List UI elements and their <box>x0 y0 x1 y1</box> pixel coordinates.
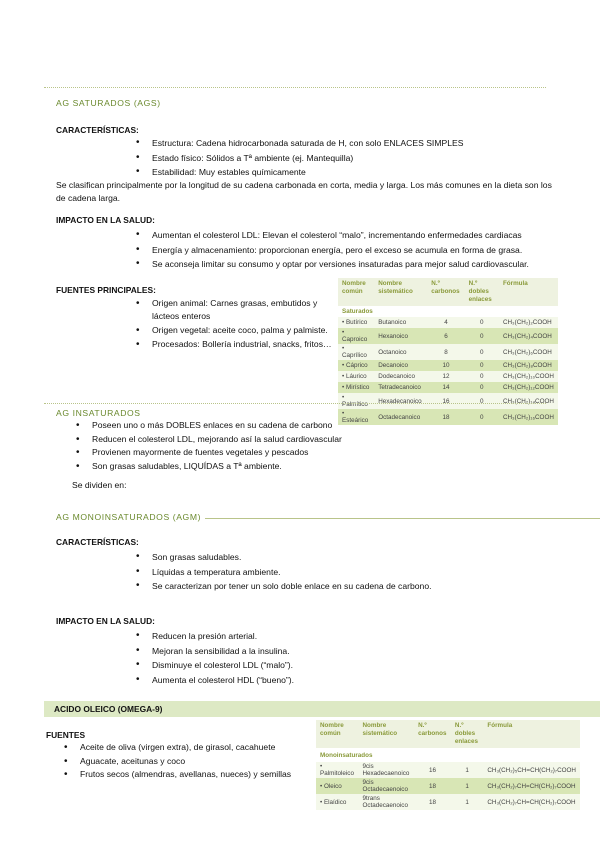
table-cell: CH₃(CH₂)₁₆COOH <box>499 409 558 425</box>
list-item: • Origen vegetal: aceite coco, palma y palmiste. <box>152 324 332 337</box>
table-header: N.º dobles enlaces <box>451 720 483 748</box>
table-row <box>338 344 558 360</box>
section-title-insaturados: AG INSATURADOS <box>56 408 141 418</box>
table-cell: 18 <box>427 409 464 425</box>
table-cell: 8 <box>427 344 464 360</box>
table-cell: • Caprílico <box>338 344 374 360</box>
table-cell: 4 <box>427 317 464 328</box>
oleic-acid-banner <box>44 701 600 717</box>
table-cell: Hexanoico <box>374 328 427 344</box>
table-group-label: Saturados <box>342 308 373 315</box>
table-header: Nombre común <box>338 278 374 306</box>
table-row <box>338 393 558 409</box>
table-cell: • Caproico <box>338 328 374 344</box>
characteristics-list <box>152 136 552 180</box>
table-header: N.º carbonos <box>414 720 451 748</box>
table-row <box>338 360 558 371</box>
oleic-acid-title: ACIDO OLEICO (OMEGA-9) <box>54 704 163 714</box>
table-cell: Octanoico <box>374 344 427 360</box>
table-cell: • Butírico <box>338 317 374 328</box>
sources-heading: FUENTES <box>46 730 86 740</box>
health-impact-list <box>152 228 572 272</box>
list-item: • Provienen mayormente de fuentes vegetales y pescados <box>92 446 512 460</box>
section-divider <box>44 403 546 404</box>
list-item: • Aumenta el colesterol HDL (“bueno”). <box>152 673 552 688</box>
list-item: • Reducen el colesterol LDL, mejorando así la salud cardiovascular <box>92 433 512 447</box>
table-cell: 9cis Hexadecaenoico <box>358 762 414 778</box>
list-item: • Frutos secos (almendras, avellanas, nueces) y semillas <box>80 768 310 782</box>
list-item: • Energía y almacenamiento: proporcionan energía, pero el exceso se acumula en forma de grasa. <box>152 243 572 258</box>
mono-characteristics-list <box>152 550 552 594</box>
table-group-label: Monoinsaturados <box>320 751 373 759</box>
table-cell: • Mirístico <box>338 382 374 393</box>
table-cell: • Elaídico <box>316 794 358 810</box>
monounsaturated-fatty-acids-table <box>316 720 580 810</box>
health-impact-heading: IMPACTO EN LA SALUD: <box>56 215 155 225</box>
table-cell: CH₃(CH₂)₆COOH <box>499 344 558 360</box>
list-item: • Estado físico: Sólidos a Tª ambiente (ej. Mantequilla) <box>152 151 552 166</box>
table-cell: 16 <box>414 762 451 778</box>
table-cell: 1 <box>451 794 483 810</box>
table-cell: Octadecanoico <box>374 409 427 425</box>
table-cell: 0 <box>465 360 499 371</box>
list-item: • Estabilidad: Muy estables químicamente <box>152 165 552 180</box>
table-header: N.º carbonos <box>427 278 464 306</box>
oleic-sources-list <box>80 741 310 782</box>
list-item: • Aceite de oliva (virgen extra), de girasol, cacahuete <box>80 741 310 755</box>
table-cell: 9trans Octadecaenoico <box>358 794 414 810</box>
list-item: • Son grasas saludables, LIQUÍDAS a Tª ambiente. <box>92 460 512 474</box>
top-divider <box>44 87 546 88</box>
table-cell: 18 <box>414 794 451 810</box>
table-cell: • Oleico <box>316 778 358 794</box>
list-item: • Son grasas saludables. <box>152 550 552 565</box>
table-cell: Butanoico <box>374 317 427 328</box>
table-cell: 0 <box>465 393 499 409</box>
list-item: • Procesados: Bollería industrial, snacks, fritos… <box>152 338 332 351</box>
table-cell: CH₃(CH₂)₂COOH <box>499 317 558 328</box>
table-cell: CH₃(CH₂)₈COOH <box>499 360 558 371</box>
main-sources-heading: FUENTES PRINCIPALES: <box>56 285 156 295</box>
table-row <box>338 317 558 328</box>
list-item: • Líquidas a temperatura ambiente. <box>152 565 552 580</box>
table-cell: 18 <box>414 778 451 794</box>
table-row <box>316 778 580 794</box>
table-cell: Decanoico <box>374 360 427 371</box>
table-cell: Hexadecanoico <box>374 393 427 409</box>
table-cell: • Láurico <box>338 371 374 382</box>
table-row <box>316 762 580 778</box>
characteristics-heading: CARACTERÍSTICAS: <box>56 125 139 135</box>
table-cell: 0 <box>465 382 499 393</box>
list-item: • Disminuye el colesterol LDL (“malo”). <box>152 658 552 673</box>
section-title-monoinsaturados: AG MONOINSATURADOS (AGM) <box>56 512 205 522</box>
table-cell: • Esteárico <box>338 409 374 425</box>
unsaturated-list <box>92 419 512 473</box>
table-cell: 1 <box>451 762 483 778</box>
table-cell: 0 <box>465 328 499 344</box>
table-row <box>316 794 580 810</box>
table-header: Nombre común <box>316 720 358 748</box>
table-header: N.º dobles enlaces <box>465 278 499 306</box>
table-cell: 0 <box>465 371 499 382</box>
table-cell: 14 <box>427 382 464 393</box>
characteristics-heading: CARACTERÍSTICAS: <box>56 537 139 547</box>
table-header: Fórmula <box>499 278 558 306</box>
table-row <box>338 371 558 382</box>
table-header: Nombre sistemático <box>358 720 414 748</box>
table-cell: 12 <box>427 371 464 382</box>
table-row <box>338 382 558 393</box>
table-cell: Tetradecanoico <box>374 382 427 393</box>
mono-health-impact-list <box>152 629 552 687</box>
table-cell: 0 <box>465 409 499 425</box>
table-row <box>338 328 558 344</box>
table-cell: CH₃(CH₂)₁₀COOH <box>499 371 558 382</box>
list-item: • Origen animal: Carnes grasas, embutidos y lácteos enteros <box>152 297 332 323</box>
table-header: Nombre sistemático <box>374 278 427 306</box>
table-cell: CH₃(CH₂)₅CH=CH(CH₂)₇COOH <box>483 762 580 778</box>
table-header: Fórmula <box>483 720 580 748</box>
list-item: • Se caracterizan por tener un solo doble enlace en su cadena de carbono. <box>152 579 552 594</box>
list-item: • Mejoran la sensibilidad a la insulina. <box>152 644 552 659</box>
table-cell: 0 <box>465 344 499 360</box>
table-cell: 1 <box>451 778 483 794</box>
list-item: • Se aconseja limitar su consumo y optar por versiones insaturadas para mejor salud cardiovascular. <box>152 257 572 272</box>
table-cell: 6 <box>427 328 464 344</box>
table-cell: CH₃(CH₂)₇CH=CH(CH₂)₇COOH <box>483 778 580 794</box>
table-cell: • Cáprico <box>338 360 374 371</box>
table-cell: Dodecanoico <box>374 371 427 382</box>
list-item: • Aumentan el colesterol LDL: Elevan el colesterol “malo”, incrementando enfermedades cardiacas <box>152 228 572 243</box>
table-cell: • Palmitoleico <box>316 762 358 778</box>
table-cell: • Palmítico <box>338 393 374 409</box>
table-cell: 0 <box>465 317 499 328</box>
table-cell: CH₃(CH₂)₁₂COOH <box>499 382 558 393</box>
table-cell: 16 <box>427 393 464 409</box>
table-cell: 10 <box>427 360 464 371</box>
main-sources-list <box>152 297 332 351</box>
list-item: • Poseen uno o más DOBLES enlaces en su cadena de carbono <box>92 419 512 433</box>
list-item: • Estructura: Cadena hidrocarbonada saturada de H, con solo ENLACES SIMPLES <box>152 136 552 151</box>
list-item: • Aguacate, aceitunas y coco <box>80 755 310 769</box>
table-cell: 9cis Octadecaenoico <box>358 778 414 794</box>
table-cell: CH₃(CH₂)₇CH=CH(CH₂)₇COOH <box>483 794 580 810</box>
section-title-saturados: AG SATURADOS (AGS) <box>56 98 161 108</box>
list-item: • Reducen la presión arterial. <box>152 629 552 644</box>
table-cell: CH₃(CH₂)₁₄COOH <box>499 393 558 409</box>
classification-paragraph: Se clasifican principalmente por la longitud de su cadena carbonada en corta, media y larga. Los más comunes en la dieta son los de cadena larga. <box>56 180 552 203</box>
table-cell: CH₃(CH₂)₄COOH <box>499 328 558 344</box>
health-impact-heading: IMPACTO EN LA SALUD: <box>56 616 155 626</box>
divide-text: Se dividen en: <box>72 480 127 490</box>
